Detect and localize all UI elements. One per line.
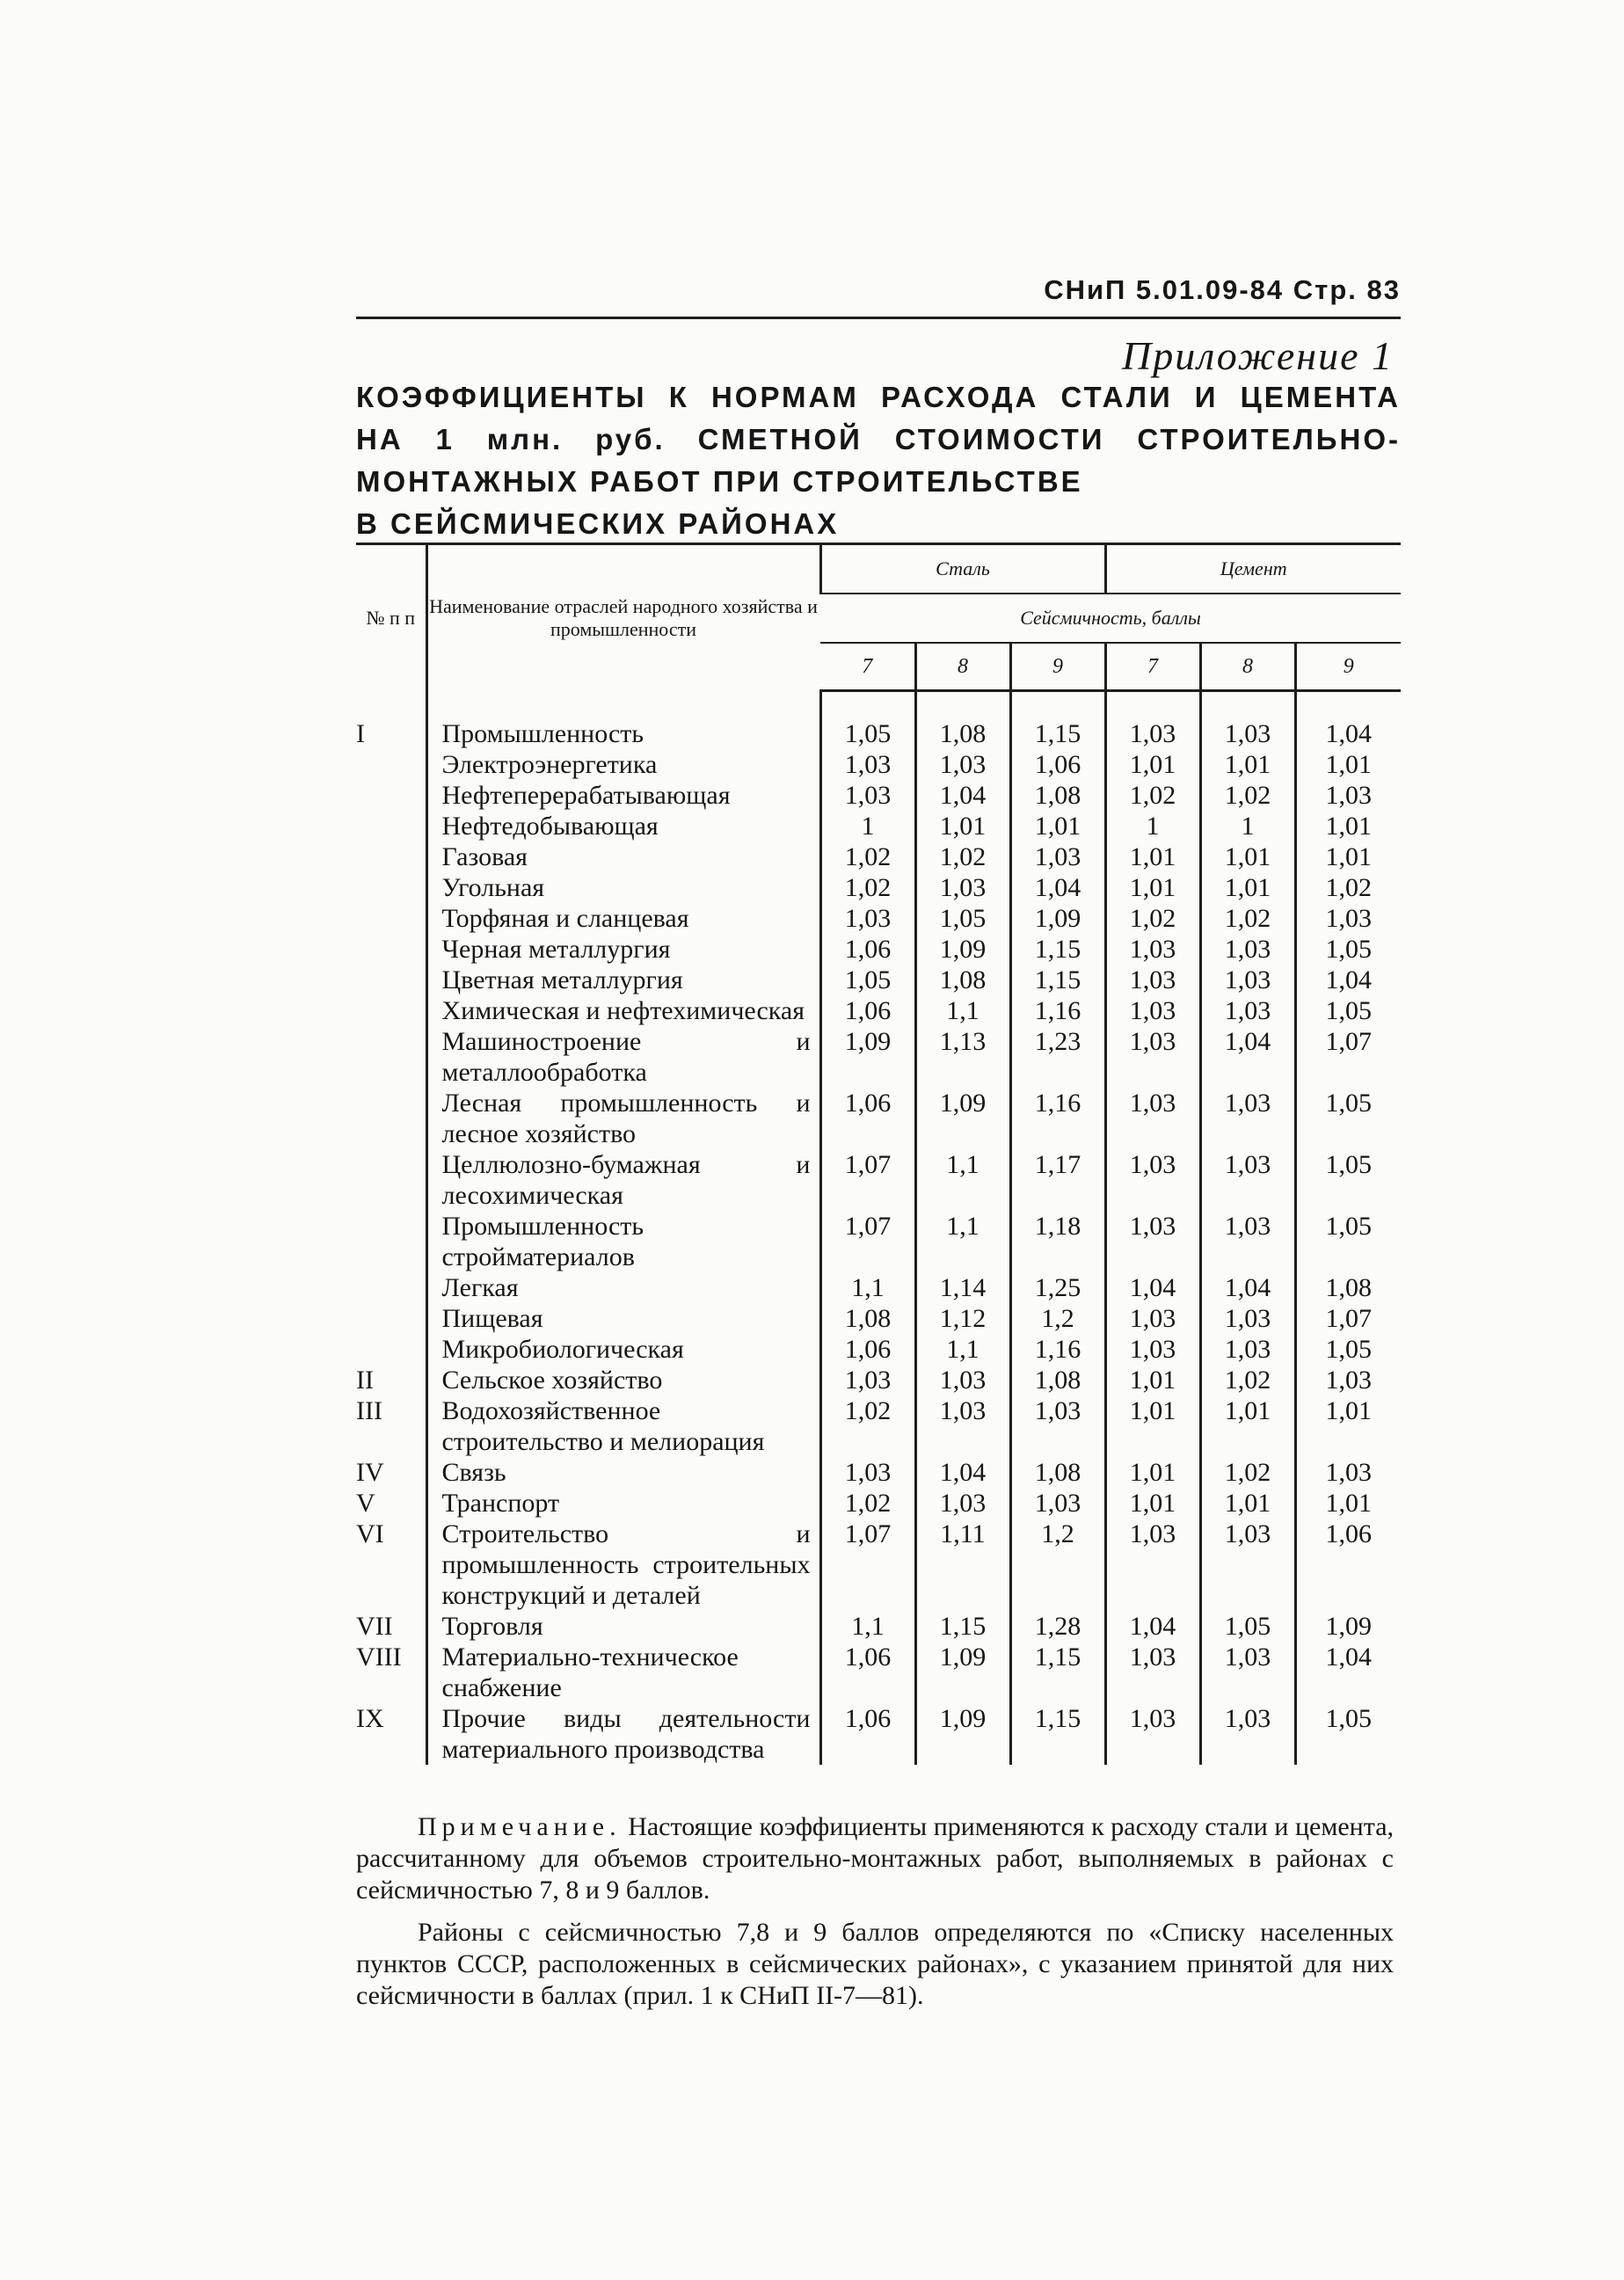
cement-coefficient: 1,03 — [1200, 1642, 1295, 1703]
appendix-label: Приложение 1 — [1121, 333, 1394, 378]
cement-coefficient: 1,03 — [1200, 1703, 1295, 1765]
title-line-3: МОНТАЖНЫХ РАБОТ ПРИ СТРОИТЕЛЬСТВЕ — [356, 465, 1083, 498]
steel-coefficient: 1,08 — [915, 965, 1010, 995]
steel-coefficient: 1,03 — [1010, 1488, 1105, 1519]
cement-coefficient: 1,03 — [1200, 1149, 1295, 1211]
cement-coefficient: 1,09 — [1295, 1611, 1401, 1642]
row-number: IX — [356, 1704, 384, 1733]
row-number: III — [356, 1396, 382, 1425]
steel-coefficient: 1,03 — [820, 749, 915, 780]
table-row — [356, 1457, 1401, 1488]
cement-coefficient: 1,08 — [1295, 1272, 1401, 1303]
column-header-number: № п п — [356, 544, 426, 691]
cement-coefficient: 1,01 — [1200, 1395, 1295, 1457]
cement-coefficient: 1,05 — [1295, 1334, 1401, 1365]
table-row — [356, 811, 1401, 841]
cement-coefficient: 1,01 — [1105, 1457, 1200, 1488]
steel-coefficient: 1,06 — [820, 1088, 915, 1149]
title-line-4: В СЕЙСМИЧЕСКИХ РАЙОНАХ — [356, 507, 840, 540]
cement-coefficient: 1,02 — [1295, 872, 1401, 903]
row-name: Машиностроение и металлообработка — [426, 1026, 820, 1088]
cement-coefficient: 1,01 — [1200, 749, 1295, 780]
row-name: Цветная металлургия — [426, 965, 820, 995]
steel-coefficient: 1,04 — [915, 780, 1010, 811]
steel-coefficient: 1,05 — [820, 718, 915, 749]
cement-coefficient: 1,06 — [1295, 1519, 1401, 1611]
row-name: Торговля — [426, 1611, 820, 1642]
table-row — [356, 841, 1401, 872]
steel-coefficient: 1,12 — [915, 1303, 1010, 1334]
table-row — [356, 872, 1401, 903]
cement-coefficient: 1,05 — [1295, 1703, 1401, 1765]
cement-coefficient: 1,04 — [1105, 1272, 1200, 1303]
row-name: Торфяная и сланцевая — [426, 903, 820, 934]
cement-coefficient: 1,04 — [1295, 1642, 1401, 1703]
row-name: Связь — [426, 1457, 820, 1488]
steel-coefficient: 1,09 — [820, 1026, 915, 1088]
row-name: Прочие виды деятельности материального производства — [426, 1703, 820, 1765]
row-number: VII — [356, 1612, 393, 1641]
steel-coefficient: 1,03 — [915, 749, 1010, 780]
note-label: Примечание. — [418, 1812, 622, 1841]
notes — [356, 1811, 1394, 2022]
steel-coefficient: 1,15 — [915, 1611, 1010, 1642]
cement-coefficient: 1,03 — [1200, 1303, 1295, 1334]
steel-coefficient: 1,01 — [1010, 811, 1105, 841]
steel-coefficient: 1,15 — [1010, 965, 1105, 995]
table-row — [356, 749, 1401, 780]
row-name: Промышленность — [426, 718, 820, 749]
row-number — [356, 1272, 426, 1303]
cement-coefficient: 1,04 — [1295, 718, 1401, 749]
row-number: V — [356, 1489, 375, 1518]
note-paragraph-1 — [356, 1811, 1394, 1906]
page-header: СНиП 5.01.09-84 Стр. 83 — [1044, 274, 1401, 305]
steel-coefficient: 1,08 — [915, 718, 1010, 749]
row-number — [356, 1026, 426, 1088]
cement-coefficient: 1,03 — [1105, 1026, 1200, 1088]
header-divider — [356, 317, 1401, 319]
cement-coefficient: 1,04 — [1295, 965, 1401, 995]
steel-coefficient: 1,06 — [820, 1334, 915, 1365]
cement-coefficient: 1,05 — [1295, 1211, 1401, 1272]
steel-coefficient: 1,16 — [1010, 1088, 1105, 1149]
steel-coefficient: 1,03 — [1010, 841, 1105, 872]
steel-coefficient: 1,18 — [1010, 1211, 1105, 1272]
cement-coefficient: 1,03 — [1105, 1303, 1200, 1334]
steel-coefficient: 1,03 — [820, 903, 915, 934]
cement-coefficient: 1,03 — [1200, 1211, 1295, 1272]
cement-coefficient: 1,03 — [1105, 718, 1200, 749]
row-number: I — [356, 719, 365, 748]
steel-coefficient: 1 — [820, 811, 915, 841]
steel-coefficient: 1,02 — [820, 1395, 915, 1457]
steel-coefficient: 1,03 — [915, 1365, 1010, 1395]
row-number — [356, 934, 426, 965]
row-number — [356, 780, 426, 811]
column-group-steel: Сталь — [820, 544, 1105, 594]
table-row — [356, 718, 1401, 749]
steel-coefficient: 1,15 — [1010, 1703, 1105, 1765]
steel-coefficient: 1,02 — [820, 872, 915, 903]
steel-coefficient: 1,2 — [1010, 1303, 1105, 1334]
steel-coefficient: 1,03 — [1010, 1395, 1105, 1457]
title-line-2: НА 1 млн. руб. СМЕТНОЙ СТОИМОСТИ СТРОИТЕЛЬНО- — [356, 423, 1401, 455]
point-header: 7 — [1105, 643, 1200, 691]
steel-coefficient: 1,09 — [915, 1088, 1010, 1149]
steel-coefficient: 1,03 — [915, 872, 1010, 903]
row-name: Угольная — [426, 872, 820, 903]
cement-coefficient: 1,03 — [1105, 1703, 1200, 1765]
cement-coefficient: 1,03 — [1105, 1334, 1200, 1365]
row-name: Газовая — [426, 841, 820, 872]
cement-coefficient: 1,02 — [1105, 903, 1200, 934]
cement-coefficient: 1,01 — [1200, 841, 1295, 872]
steel-coefficient: 1,09 — [915, 1703, 1010, 1765]
steel-coefficient: 1,06 — [1010, 749, 1105, 780]
table-row — [356, 1519, 1401, 1611]
steel-coefficient: 1,15 — [1010, 718, 1105, 749]
table-row — [356, 780, 1401, 811]
cement-coefficient: 1,02 — [1200, 780, 1295, 811]
steel-coefficient: 1,02 — [820, 1488, 915, 1519]
cement-coefficient: 1,01 — [1295, 1488, 1401, 1519]
steel-coefficient: 1,09 — [915, 934, 1010, 965]
row-number: II — [356, 1366, 374, 1395]
cement-coefficient: 1,01 — [1105, 1395, 1200, 1457]
row-number — [356, 811, 426, 841]
cement-coefficient: 1,01 — [1200, 872, 1295, 903]
row-name: Микробиологическая — [426, 1334, 820, 1365]
steel-coefficient: 1,03 — [915, 1395, 1010, 1457]
steel-coefficient: 1,08 — [1010, 1365, 1105, 1395]
cement-coefficient: 1,01 — [1105, 1488, 1200, 1519]
cement-coefficient: 1,01 — [1295, 749, 1401, 780]
steel-coefficient: 1,15 — [1010, 934, 1105, 965]
cement-coefficient: 1,03 — [1200, 934, 1295, 965]
row-number — [356, 841, 426, 872]
cement-coefficient: 1,01 — [1105, 749, 1200, 780]
row-number — [356, 872, 426, 903]
steel-coefficient: 1,06 — [820, 1642, 915, 1703]
row-name: Водохозяйственное строительство и мелиорация — [426, 1395, 820, 1457]
cement-coefficient: 1,07 — [1295, 1303, 1401, 1334]
row-number — [356, 749, 426, 780]
row-name: Сельское хозяйство — [426, 1365, 820, 1395]
steel-coefficient: 1,16 — [1010, 1334, 1105, 1365]
steel-coefficient: 1,1 — [915, 1149, 1010, 1211]
row-number — [356, 1334, 426, 1365]
document-title — [356, 376, 1401, 545]
steel-coefficient: 1,1 — [820, 1272, 915, 1303]
cement-coefficient: 1,03 — [1200, 995, 1295, 1026]
cement-coefficient: 1,03 — [1295, 903, 1401, 934]
cement-coefficient: 1,01 — [1295, 811, 1401, 841]
cement-coefficient: 1,02 — [1105, 780, 1200, 811]
cement-coefficient: 1,04 — [1105, 1611, 1200, 1642]
cement-coefficient: 1,02 — [1200, 903, 1295, 934]
row-number — [356, 903, 426, 934]
steel-coefficient: 1,03 — [820, 1457, 915, 1488]
row-number: VIII — [356, 1643, 402, 1672]
row-name: Нефтеперерабатывающая — [426, 780, 820, 811]
title-line-1: КОЭФФИЦИЕНТЫ К НОРМАМ РАСХОДА СТАЛИ И ЦЕМЕНТА — [356, 381, 1401, 413]
cement-coefficient: 1,03 — [1105, 1519, 1200, 1611]
steel-coefficient: 1,02 — [820, 841, 915, 872]
cement-coefficient: 1,05 — [1295, 934, 1401, 965]
cement-coefficient: 1,03 — [1200, 1519, 1295, 1611]
row-name: Транспорт — [426, 1488, 820, 1519]
row-name: Материально-техническое снабжение — [426, 1642, 820, 1703]
steel-coefficient: 1,25 — [1010, 1272, 1105, 1303]
steel-coefficient: 1,1 — [820, 1611, 915, 1642]
table-row — [356, 995, 1401, 1026]
table-row — [356, 1026, 1401, 1088]
row-number — [356, 1211, 426, 1272]
table-row — [356, 1365, 1401, 1395]
steel-coefficient: 1,02 — [915, 841, 1010, 872]
cement-coefficient: 1,03 — [1105, 934, 1200, 965]
steel-coefficient: 1,05 — [915, 903, 1010, 934]
steel-coefficient: 1,06 — [820, 995, 915, 1026]
table-row — [356, 1488, 1401, 1519]
steel-coefficient: 1,03 — [915, 1488, 1010, 1519]
point-header: 9 — [1010, 643, 1105, 691]
table-row — [356, 934, 1401, 965]
steel-coefficient: 1,14 — [915, 1272, 1010, 1303]
row-name: Целлюлозно-бумажная и лесохимическая — [426, 1149, 820, 1211]
cement-coefficient: 1,02 — [1200, 1457, 1295, 1488]
cement-coefficient: 1,01 — [1295, 841, 1401, 872]
row-name: Пищевая — [426, 1303, 820, 1334]
table-row — [356, 1303, 1401, 1334]
table-row — [356, 1088, 1401, 1149]
steel-coefficient: 1,16 — [1010, 995, 1105, 1026]
steel-coefficient: 1,06 — [820, 1703, 915, 1765]
row-name: Электроэнергетика — [426, 749, 820, 780]
steel-coefficient: 1,17 — [1010, 1149, 1105, 1211]
table-row — [356, 1703, 1401, 1765]
steel-coefficient: 1,01 — [915, 811, 1010, 841]
table-row — [356, 1334, 1401, 1365]
point-header: 7 — [820, 643, 915, 691]
steel-coefficient: 1,07 — [820, 1149, 915, 1211]
steel-coefficient: 1,2 — [1010, 1519, 1105, 1611]
steel-coefficient: 1,04 — [1010, 872, 1105, 903]
cement-coefficient: 1,04 — [1200, 1272, 1295, 1303]
row-name: Легкая — [426, 1272, 820, 1303]
steel-coefficient: 1,1 — [915, 1334, 1010, 1365]
cement-coefficient: 1,03 — [1105, 1211, 1200, 1272]
steel-coefficient: 1,1 — [915, 1211, 1010, 1272]
steel-coefficient: 1,09 — [915, 1642, 1010, 1703]
cement-coefficient: 1,02 — [1200, 1365, 1295, 1395]
note-text-1: Настоящие коэффициенты применяются к расходу стали и цемента, рассчитанному для объемов строительно-монтажных работ, выполняемых в районах с сейсмичностью 7, 8 и 9 баллов. — [356, 1812, 1395, 1905]
cement-coefficient: 1,03 — [1200, 718, 1295, 749]
row-number: VI — [356, 1519, 384, 1548]
row-name: Промышленность стройматериалов — [426, 1211, 820, 1272]
cement-coefficient: 1,03 — [1200, 1334, 1295, 1365]
steel-coefficient: 1,1 — [915, 995, 1010, 1026]
row-number — [356, 965, 426, 995]
steel-coefficient: 1,08 — [1010, 780, 1105, 811]
row-number: IV — [356, 1458, 384, 1487]
cement-coefficient: 1,03 — [1105, 1088, 1200, 1149]
steel-coefficient: 1,06 — [820, 934, 915, 965]
cement-coefficient: 1,03 — [1105, 965, 1200, 995]
row-number — [356, 1149, 426, 1211]
cement-coefficient: 1,03 — [1200, 1088, 1295, 1149]
steel-coefficient: 1,08 — [820, 1303, 915, 1334]
cement-coefficient: 1,04 — [1200, 1026, 1295, 1088]
coefficients-table — [356, 543, 1401, 1765]
cement-coefficient: 1,03 — [1105, 1642, 1200, 1703]
column-group-cement: Цемент — [1105, 544, 1401, 594]
row-number — [356, 995, 426, 1026]
point-header: 8 — [915, 643, 1010, 691]
row-number — [356, 1088, 426, 1149]
table-row — [356, 1642, 1401, 1703]
cement-coefficient: 1,01 — [1105, 841, 1200, 872]
table-row — [356, 1149, 1401, 1211]
column-header-name: Наименование отраслей народного хозяйства и промышленности — [426, 544, 820, 691]
steel-coefficient: 1,03 — [820, 1365, 915, 1395]
cement-coefficient: 1,01 — [1200, 1488, 1295, 1519]
cement-coefficient: 1,03 — [1295, 780, 1401, 811]
cement-coefficient: 1,05 — [1295, 1088, 1401, 1149]
cement-coefficient: 1,05 — [1295, 1149, 1401, 1211]
steel-coefficient: 1,11 — [915, 1519, 1010, 1611]
cement-coefficient: 1,03 — [1105, 1149, 1200, 1211]
row-number — [356, 1303, 426, 1334]
cement-coefficient: 1,03 — [1105, 995, 1200, 1026]
cement-coefficient: 1,01 — [1105, 1365, 1200, 1395]
steel-coefficient: 1,23 — [1010, 1026, 1105, 1088]
cement-coefficient: 1,03 — [1200, 965, 1295, 995]
steel-coefficient: 1,05 — [820, 965, 915, 995]
table-row — [356, 965, 1401, 995]
cement-coefficient: 1,03 — [1295, 1365, 1401, 1395]
cement-coefficient: 1,01 — [1105, 872, 1200, 903]
note-paragraph-2: Районы с сейсмичностью 7,8 и 9 баллов определяются по «Списку населенных пунктов СССР, расположенных в сейсмических районах», с указанием принятой для них сейсмичности в баллах (прил. 1 к СНиП II-7—81). — [356, 1918, 1394, 2010]
table-row — [356, 1611, 1401, 1642]
table-row — [356, 903, 1401, 934]
steel-coefficient: 1,07 — [820, 1519, 915, 1611]
steel-coefficient: 1,13 — [915, 1026, 1010, 1088]
cement-coefficient: 1,01 — [1295, 1395, 1401, 1457]
row-name: Черная металлургия — [426, 934, 820, 965]
table-row — [356, 1211, 1401, 1272]
row-name: Химическая и нефтехимическая — [426, 995, 820, 1026]
cement-coefficient: 1,05 — [1295, 995, 1401, 1026]
steel-coefficient: 1,07 — [820, 1211, 915, 1272]
cement-coefficient: 1,03 — [1295, 1457, 1401, 1488]
cement-coefficient: 1 — [1200, 811, 1295, 841]
steel-coefficient: 1,15 — [1010, 1642, 1105, 1703]
cement-coefficient: 1,05 — [1200, 1611, 1295, 1642]
steel-coefficient: 1,04 — [915, 1457, 1010, 1488]
table-row — [356, 1272, 1401, 1303]
point-header: 9 — [1295, 643, 1401, 691]
steel-coefficient: 1,28 — [1010, 1611, 1105, 1642]
table-row — [356, 1395, 1401, 1457]
point-header: 8 — [1200, 643, 1295, 691]
cement-coefficient: 1 — [1105, 811, 1200, 841]
steel-coefficient: 1,08 — [1010, 1457, 1105, 1488]
column-header-seismicity: Сейсмичность, баллы — [820, 594, 1401, 643]
row-name: Нефтедобывающая — [426, 811, 820, 841]
cement-coefficient: 1,07 — [1295, 1026, 1401, 1088]
row-name: Лесная промышленность и лесное хозяйство — [426, 1088, 820, 1149]
steel-coefficient: 1,03 — [820, 780, 915, 811]
steel-coefficient: 1,09 — [1010, 903, 1105, 934]
row-name: Строительство и промышленность строительных конструкций и деталей — [426, 1519, 820, 1611]
